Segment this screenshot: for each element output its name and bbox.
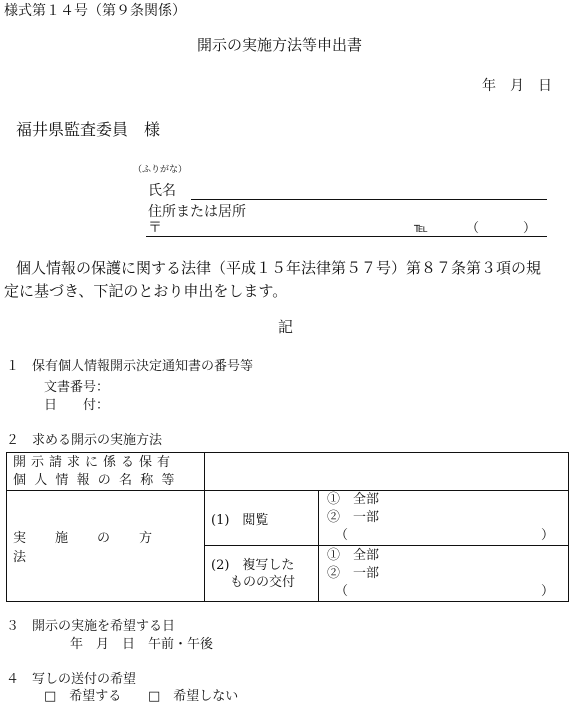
addressee: 福井県監査委員 様 <box>16 120 161 139</box>
name-label: 氏名 <box>148 183 176 199</box>
form-number: 様式第１４号（第９条関係） <box>4 3 186 19</box>
info-name-label-line1: 開示請求に係る保有 <box>13 454 176 470</box>
tel-mark: ℡ <box>414 221 428 236</box>
option2-paren-close: ） <box>540 583 554 599</box>
disclosure-method-table <box>6 452 569 602</box>
section1-heading: １ 保有個人情報開示決定通知書の番号等 <box>6 359 254 374</box>
option2-choices-cell <box>319 546 569 602</box>
notice-date-label: 日 付： <box>44 398 110 413</box>
option2-label-line2: ものの交付 <box>230 574 296 590</box>
name-underline <box>191 199 547 200</box>
option2-paren-open: （ <box>335 583 349 599</box>
mail-option-yes[interactable]: □ 希望する <box>44 689 122 704</box>
option1-paren-close: ） <box>540 528 554 543</box>
option2-partial-detail[interactable] <box>327 583 568 601</box>
date-line: 年 月 日 <box>482 78 552 94</box>
furigana-label: （ふりがな） <box>133 165 188 175</box>
mail-option-no[interactable]: □ 希望しない <box>148 689 239 704</box>
option1-choice-all[interactable]: ① 全部 <box>327 492 380 507</box>
preferred-date-line[interactable]: 年 月 日 午前・午後 <box>70 637 214 652</box>
method-label: 実施の方法 <box>13 531 182 565</box>
option1-label: (1) 閲覧 <box>211 512 269 528</box>
option1-partial-detail[interactable] <box>327 527 568 545</box>
address-label: 住所または居所 <box>148 204 246 220</box>
body-text-line2: 定に基づき、下記のとおり申出をします。 <box>4 282 288 300</box>
method-label-cell <box>7 491 205 602</box>
info-name-value-cell[interactable] <box>205 453 569 491</box>
option2-label-line1: (2) 複写した <box>211 557 295 573</box>
info-name-label-cell <box>7 453 205 491</box>
section2-heading: ２ 求める開示の実施方法 <box>6 433 163 448</box>
body-text-line1: 個人情報の保護に関する法律（平成１５年法律第５７号）第８７条第３項の規 <box>16 259 542 277</box>
ki-label: 記 <box>278 318 294 336</box>
postal-mark: 〒 <box>148 220 162 236</box>
address-underline <box>146 236 547 237</box>
section4-heading: ４ 写しの送付の希望 <box>6 672 137 687</box>
section3-heading: ３ 開示の実施を希望する日 <box>6 619 176 634</box>
option1-label-cell <box>205 491 319 546</box>
option2-choice-partial[interactable]: ② 一部 <box>327 565 380 581</box>
doc-number-label: 文書番号： <box>44 380 110 395</box>
option1-choice-partial[interactable]: ② 一部 <box>327 510 380 525</box>
option2-label-cell <box>205 546 319 602</box>
tel-parens: （ ） <box>466 221 543 236</box>
info-name-label-line2: 個人情報の名称等 <box>13 472 183 488</box>
option2-choice-all[interactable]: ① 全部 <box>327 547 380 563</box>
option1-choices-cell <box>319 491 569 546</box>
option1-paren-open: （ <box>335 528 349 543</box>
document-title: 開示の実施方法等申出書 <box>197 36 363 54</box>
